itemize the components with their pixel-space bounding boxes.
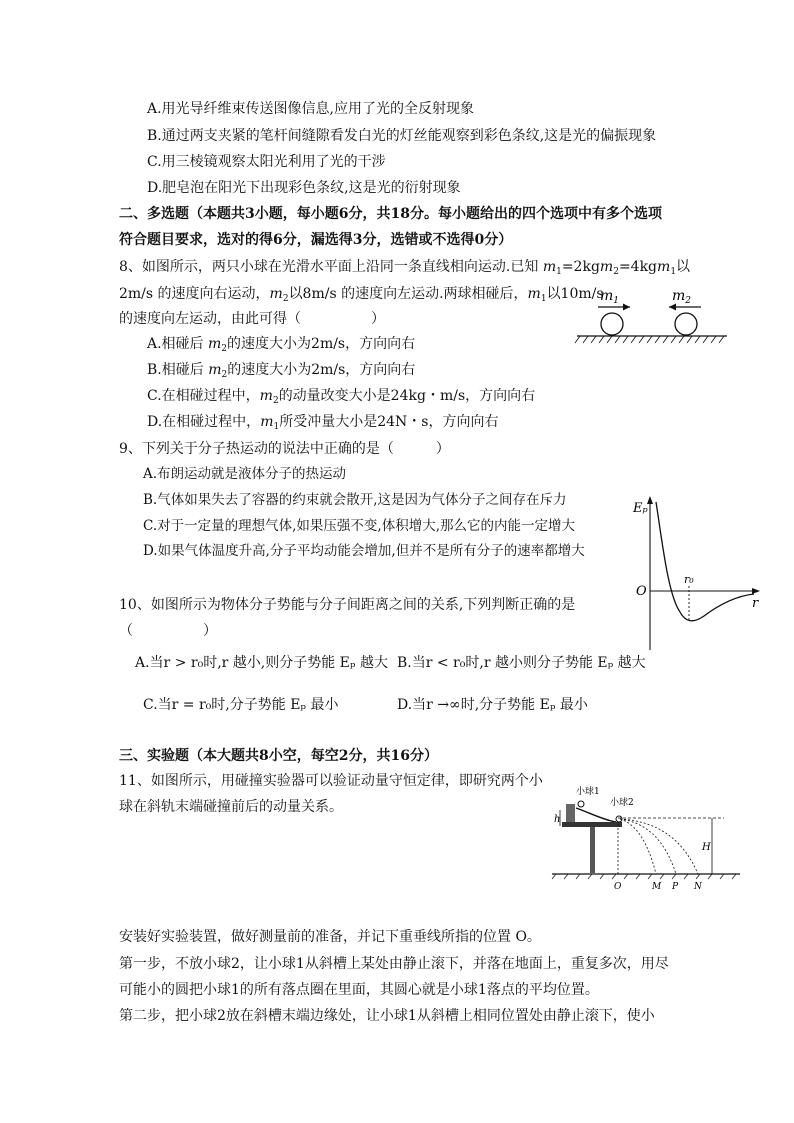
q8-stem-line2: 2m/s 的速度向右运动，$m_2$以8m/s 的速度向左运动.两球相碰后，$m_1$以10m/s: [119, 286, 604, 304]
trajectory-n: [620, 819, 698, 874]
q8-option-a: A.相碰后 $m_2$的速度大小为2m/s，方向向右: [147, 336, 416, 354]
ep-label: Eₚ: [633, 501, 648, 516]
q9-option-b: B.气体如果失去了容器的约束就会散开,这是因为气体分子之间存在斥力: [143, 492, 567, 508]
q9-stem: 9、下列关于分子热运动的说法中正确的是（ ）: [119, 441, 450, 457]
floor-hatching: [552, 874, 736, 879]
ep-axis-arrow-icon: [647, 496, 653, 504]
point-n-label: N: [694, 882, 702, 892]
trajectory-p: [620, 819, 676, 874]
section2-heading-cont: 符合题目要求，选对的得6分，漏选得3分，选错或不选得0分）: [119, 232, 513, 248]
q11-paragraph-step1-cont: 可能小的圆把小球1的所有落点圈在里面，其圆心就是小球1落点的平均位置。: [119, 982, 599, 998]
arrow-head-left-icon: [669, 304, 676, 311]
section3-heading: 三、实验题（本大题共8小空，每空2分，共16分）: [119, 748, 438, 764]
q11-stem-line1: 11、如图所示，用碰撞实验器可以验证动量守恒定律，即研究两个小: [119, 773, 543, 789]
q10-potential-figure: [628, 490, 768, 658]
stand: [566, 804, 575, 822]
q10-stem-line2: （ ）: [119, 623, 217, 639]
q10-option-a: A.当r > r₀时,r 越小,则分子势能 Eₚ 越大: [135, 655, 388, 671]
q7-option-b: B.通过两支夹紧的笔杆间缝隙看发白光的灯丝能观察到彩色条纹,这是光的偏振现象: [147, 128, 657, 144]
ground-hatching: [575, 336, 724, 343]
ball-m1: [601, 313, 623, 335]
fig-m2-label: $m_2$: [672, 288, 692, 306]
ball2-label: 小球2: [610, 798, 634, 808]
q8-option-d: D.在相碰过程中，$m_1$所受冲量大小是24N・s，方向向右: [147, 414, 499, 432]
r-label: r: [752, 596, 759, 611]
r0-label: r₀: [684, 573, 694, 586]
q10-stem-line1: 10、如图所示为物体分子势能与分子间距离之间的关系,下列判断正确的是: [119, 597, 576, 613]
q8-stem-line1: 8、如图所示，两只小球在光滑水平面上沿同一条直线相向运动.已知 $m_1=2kgm_2=4kgm_1$以: [119, 259, 691, 277]
table-leg: [590, 827, 595, 873]
q11-apparatus-figure: [548, 782, 744, 892]
q8-collision-figure: [572, 280, 732, 352]
table-top: [562, 822, 622, 827]
q9-option-c: C.对于一定量的理想气体,如果压强不变,体积增大,那么它的内能一定增大: [143, 518, 576, 534]
ball-m2: [675, 313, 697, 335]
q7-option-d: D.肥皂泡在阳光下出现彩色条纹,这是光的衍射现象: [147, 180, 461, 196]
r-axis-arrow-icon: [752, 588, 760, 594]
potential-curve: [656, 502, 754, 621]
q10-option-d: D.当r →∞时,分子势能 Eₚ 最小: [397, 697, 588, 713]
q7-option-c: C.用三棱镜观察太阳光利用了光的干涉: [147, 154, 386, 170]
q10-option-b: B.当r < r₀时,r 越小则分子势能 Eₚ 越大: [397, 655, 646, 671]
fig-m1-label: $m_1$: [600, 288, 620, 306]
trajectory-m: [620, 819, 656, 874]
origin-label: O: [636, 584, 647, 599]
q11-stem-line2: 球在斜轨末端碰撞前后的动量关系。: [119, 799, 343, 815]
ball1-label: 小球1: [576, 787, 600, 797]
q11-paragraph-step2: 第二步，把小球2放在斜槽末端边缘处，让小球1从斜槽上相同位置处由静止滚下，使小: [119, 1008, 655, 1024]
arrow-head-right-icon: [623, 304, 630, 311]
q7-option-a: A.用光导纤维束传送图像信息,应用了光的全反射现象: [147, 101, 475, 117]
q9-option-a: A.布朗运动就是液体分子的热运动: [143, 466, 347, 482]
point-p-label: P: [672, 882, 679, 892]
q11-paragraph-setup: 安装好实验装置，做好测量前的准备，并记下重垂线所指的位置 O。: [119, 929, 541, 945]
ball1: [578, 801, 584, 807]
q10-option-c: C.当r = r₀时,分子势能 Eₚ 最小: [143, 697, 339, 713]
q8-option-b: B.相碰后 $m_2$的速度大小为2m/s，方向向右: [147, 362, 416, 380]
H-label: H: [702, 842, 711, 853]
q9-option-d: D.如果气体温度升高,分子平均动能会增加,但并不是所有分子的速率都增大: [143, 543, 585, 559]
point-m-label: M: [652, 882, 662, 892]
q8-option-c: C.在相碰过程中，$m_2$的动量改变大小是24kg・m/s，方向向右: [147, 388, 536, 406]
q11-paragraph-step1: 第一步，不放小球2，让小球1从斜槽上某处由静止滚下，并落在地面上，重复多次，用尽: [119, 956, 669, 972]
q8-stem-line3: 的速度向左运动，由此可得（ ）: [119, 311, 385, 327]
incline-track: [576, 808, 616, 822]
point-o-label: O: [614, 882, 622, 892]
h-label: h: [554, 814, 561, 825]
section2-heading: 二、多选题（本题共3小题，每小题6分，共18分。每小题给出的四个选项中有多个选项: [119, 206, 662, 222]
